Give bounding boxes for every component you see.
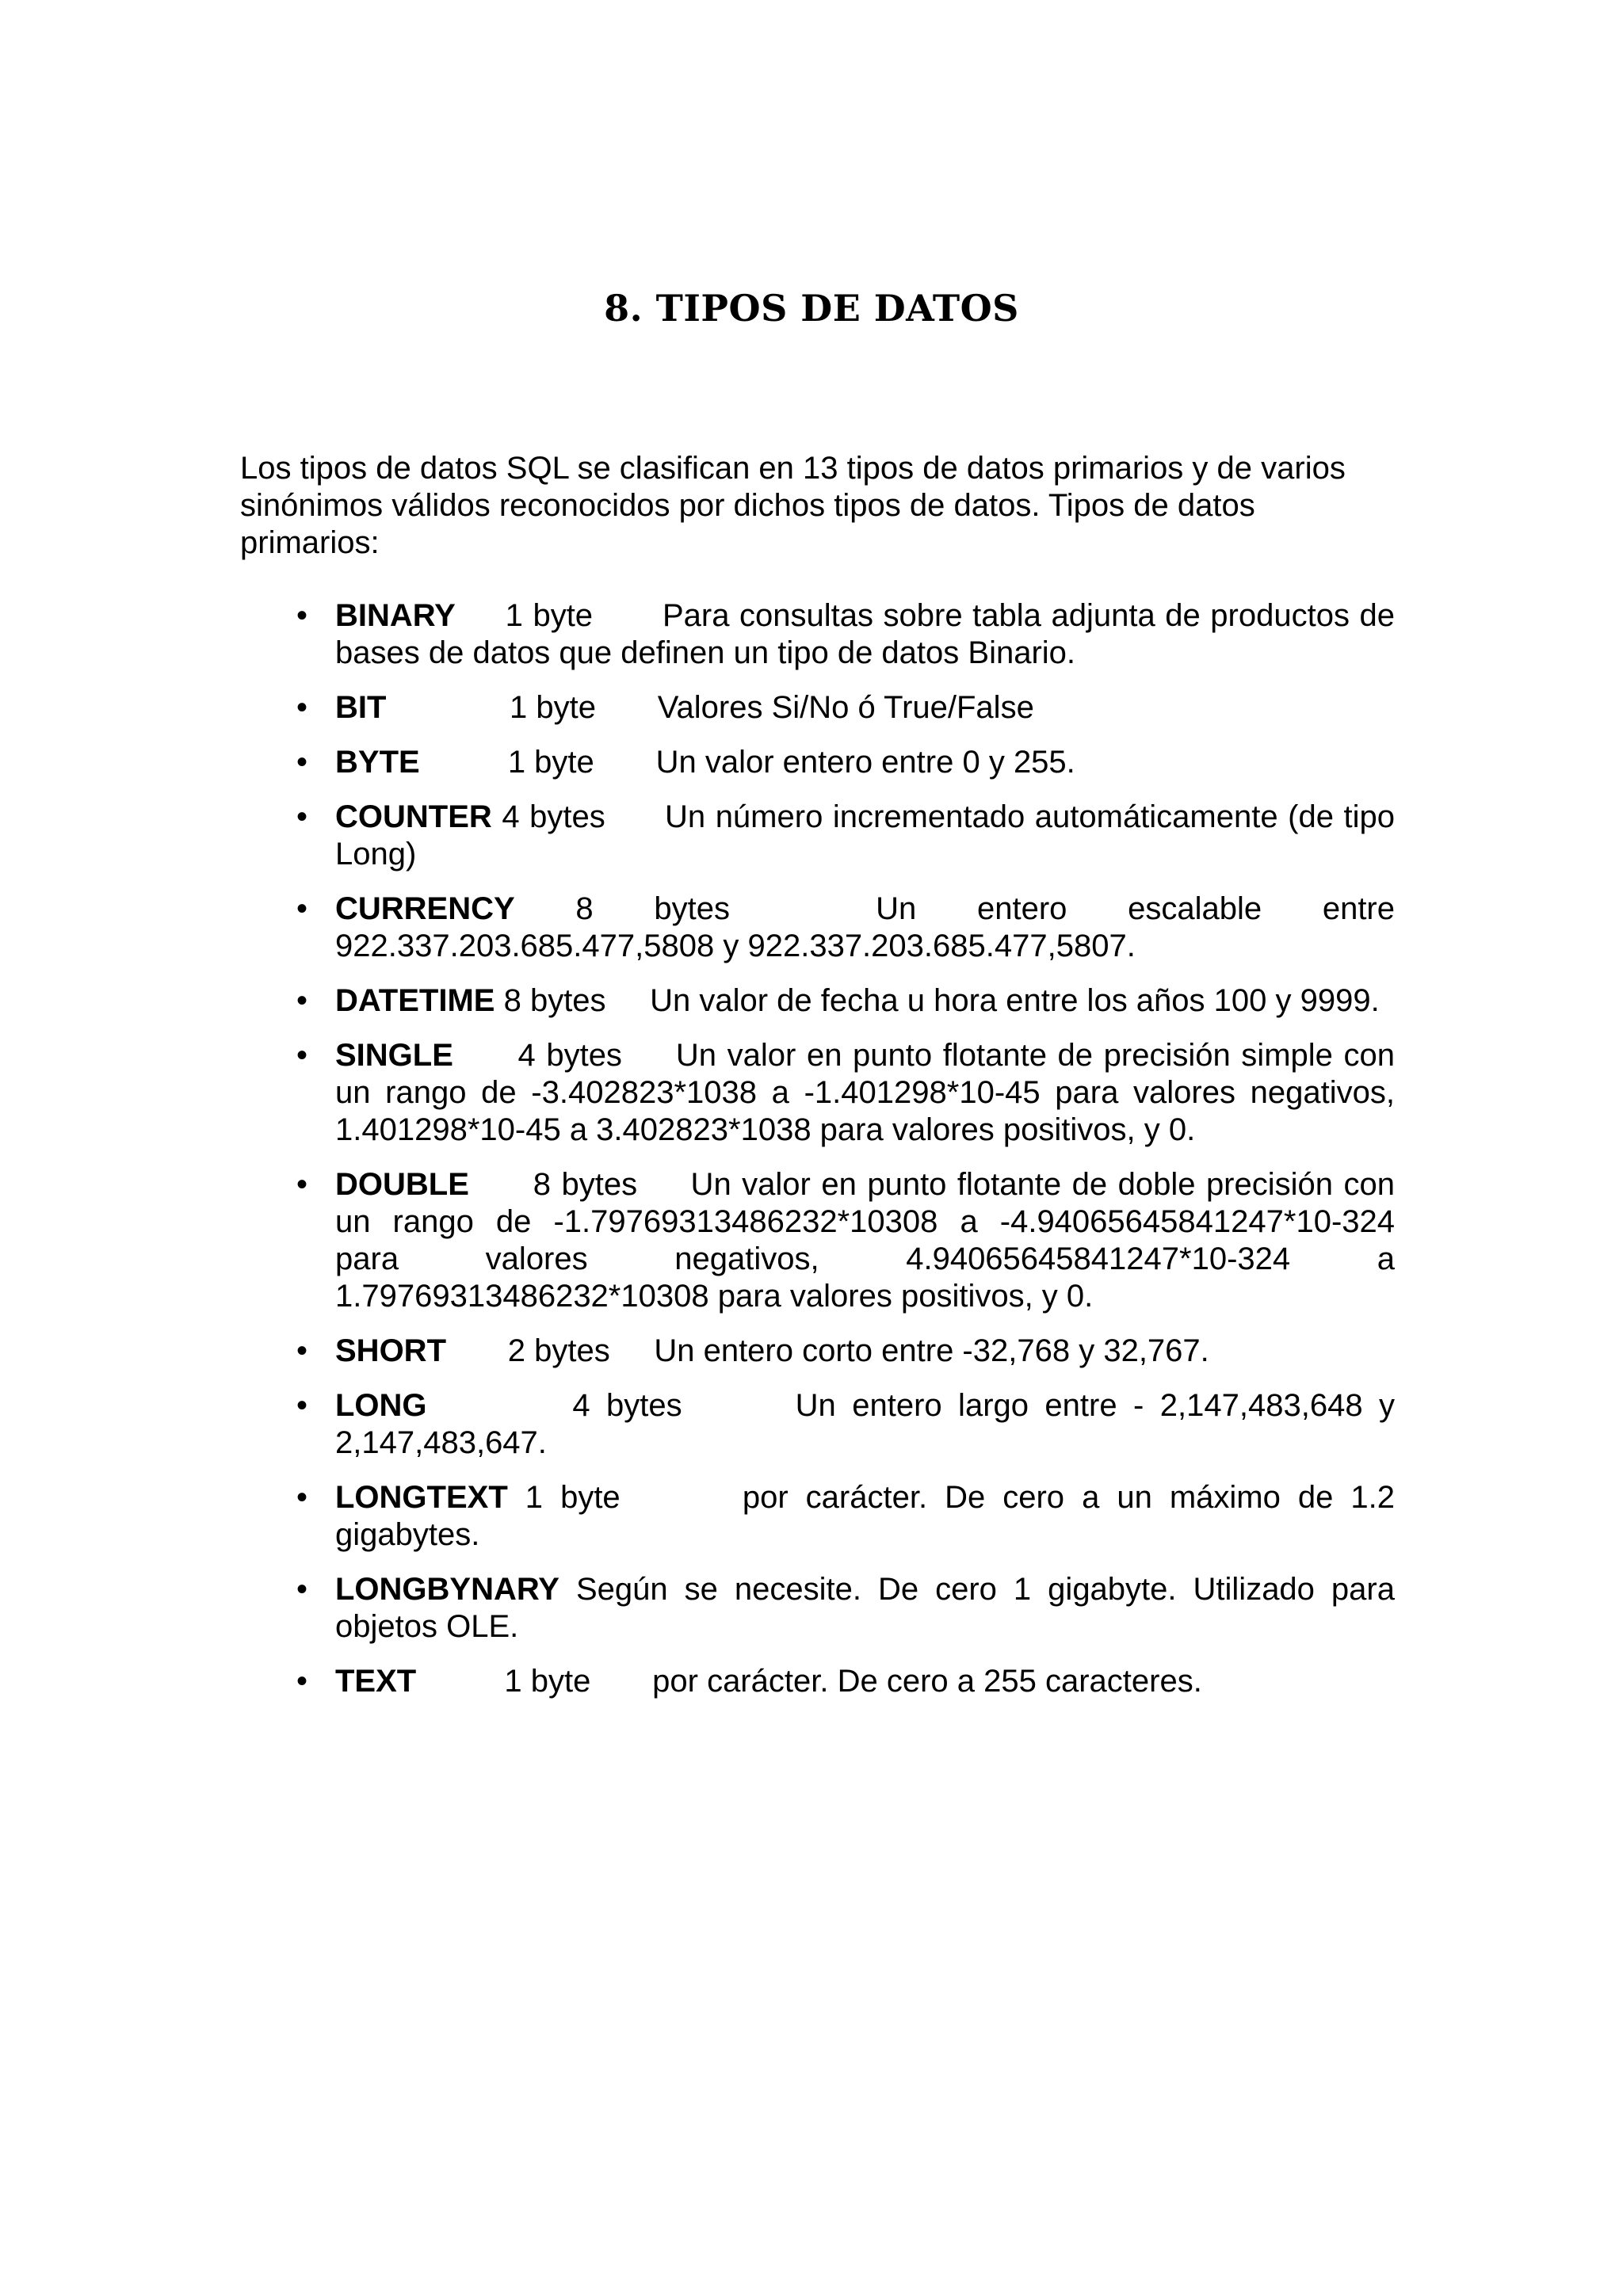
list-item-text <box>335 1571 1404 1646</box>
type-size: 1 byte <box>386 690 596 725</box>
list-item-single <box>240 1037 1404 1149</box>
type-size: 4 bytes <box>426 1388 682 1423</box>
intro-paragraph: Los tipos de datos SQL se clasifican en 13 tipos de datos primarios y de varios sinónimos válidos reconocidos por dichos tipos de datos. Tipos de datos primarios: <box>240 451 1346 560</box>
type-name: TEXT <box>335 1664 417 1699</box>
list-item-text <box>335 1333 1395 1370</box>
list-item-currency <box>240 891 1404 965</box>
list-item-text <box>335 1037 1404 1149</box>
type-name: SHORT <box>335 1333 446 1368</box>
type-size: 2 bytes <box>446 1333 610 1368</box>
bullet-icon: • <box>296 745 307 780</box>
bullet-icon: • <box>296 1333 307 1368</box>
type-name: BYTE <box>335 745 420 780</box>
bullet-icon: • <box>296 690 307 725</box>
bullet-icon: • <box>296 1480 307 1515</box>
list-item-text <box>335 744 1395 781</box>
type-description: Un entero corto entre -32,768 y 32,767. <box>609 1333 1209 1368</box>
list-item-text <box>335 891 1404 965</box>
type-size: 8 bytes <box>495 983 606 1018</box>
type-description: Valores Si/No ó True/False <box>596 690 1034 725</box>
list-item-text <box>335 1166 1404 1315</box>
list-item-short <box>240 1333 1395 1370</box>
type-size: 1 byte <box>507 1480 621 1515</box>
list-item-text <box>335 1663 1395 1700</box>
list-item-binary <box>240 597 1404 672</box>
type-name: SINGLE <box>335 1038 453 1073</box>
type-description: por carácter. De cero a 255 caracteres. <box>590 1664 1202 1699</box>
list-item-text <box>335 982 1395 1020</box>
list-item-longbynary <box>240 1571 1404 1646</box>
type-size: 1 byte <box>455 598 594 633</box>
bullet-icon: • <box>296 1388 307 1423</box>
bullet-icon: • <box>296 799 307 834</box>
type-description: Un valor en punto flotante de precisión simple con un rango de -3.402823*1038 a -1.401298*10-45 para valores negativos, 1.401298*10-45 a 3.402823*1038 para valores positivos, y 0. <box>335 1038 1404 1147</box>
bullet-icon: • <box>296 1572 307 1607</box>
list-item-longtext <box>240 1479 1404 1554</box>
list-item-text <box>335 1479 1404 1554</box>
list-item-counter <box>240 799 1404 873</box>
type-description: por carácter. De cero a un máximo de 1.2 gigabytes. <box>335 1480 1404 1552</box>
type-name: LONG <box>335 1388 427 1423</box>
bullet-icon: • <box>296 891 307 926</box>
type-description: Un entero largo entre - 2,147,483,648 y 2,147,483,647. <box>335 1388 1404 1460</box>
list-item-datetime <box>240 982 1395 1020</box>
type-size: 1 byte <box>419 745 594 780</box>
bullet-icon: • <box>296 1038 307 1073</box>
type-description: Un entero escalable entre 922.337.203.685.477,5808 y 922.337.203.685.477,5807. <box>335 891 1404 963</box>
type-name: BIT <box>335 690 387 725</box>
bullet-icon: • <box>296 983 307 1018</box>
list-item-double <box>240 1166 1404 1315</box>
type-name: LONGTEXT <box>335 1480 508 1515</box>
type-name: CURRENCY <box>335 891 515 926</box>
list-item-byte <box>240 744 1395 781</box>
page-title: 8. TIPOS DE DATOS <box>604 287 1019 330</box>
list-item-text <box>335 689 1395 727</box>
type-name: COUNTER <box>335 799 492 834</box>
type-size: 1 byte <box>416 1664 591 1699</box>
type-description: Según se necesite. De cero 1 gigabyte. Utilizado para objetos OLE. <box>335 1572 1404 1644</box>
type-size: 4 bytes <box>453 1038 622 1073</box>
type-size: 8 bytes <box>468 1167 638 1202</box>
type-size: 8 bytes <box>514 891 730 926</box>
list-item-long <box>240 1387 1404 1462</box>
type-description: Para consultas sobre tabla adjunta de productos de bases de datos que definen un tipo de datos Binario. <box>335 598 1404 670</box>
type-description: Un valor entero entre 0 y 255. <box>594 745 1075 780</box>
list-item-text-type <box>240 1663 1395 1700</box>
type-name: BINARY <box>335 598 456 633</box>
bullet-icon: • <box>296 598 307 633</box>
bullet-icon: • <box>296 1167 307 1202</box>
bullet-icon: • <box>296 1664 307 1699</box>
list-item-text <box>335 597 1404 672</box>
data-types-list <box>240 597 1404 1718</box>
type-name: DOUBLE <box>335 1167 469 1202</box>
type-name: DATETIME <box>335 983 495 1018</box>
list-item-text <box>335 799 1404 873</box>
type-size: 4 bytes <box>491 799 605 834</box>
list-item-bit <box>240 689 1395 727</box>
type-description: Un valor de fecha u hora entre los años 100 y 9999. <box>605 983 1380 1018</box>
list-item-text <box>335 1387 1404 1462</box>
type-description: Un valor en punto flotante de doble precisión con un rango de -1.79769313486232*10308 a -4.94065645841247*10-324 para valores negativos, 4.94065645841247*10-324 a 1.79769313486232*10308 para valores positivos, y 0. <box>335 1167 1404 1314</box>
type-name: LONGBYNARY <box>335 1572 559 1607</box>
type-description: Un número incrementado automáticamente (de tipo Long) <box>335 799 1404 871</box>
